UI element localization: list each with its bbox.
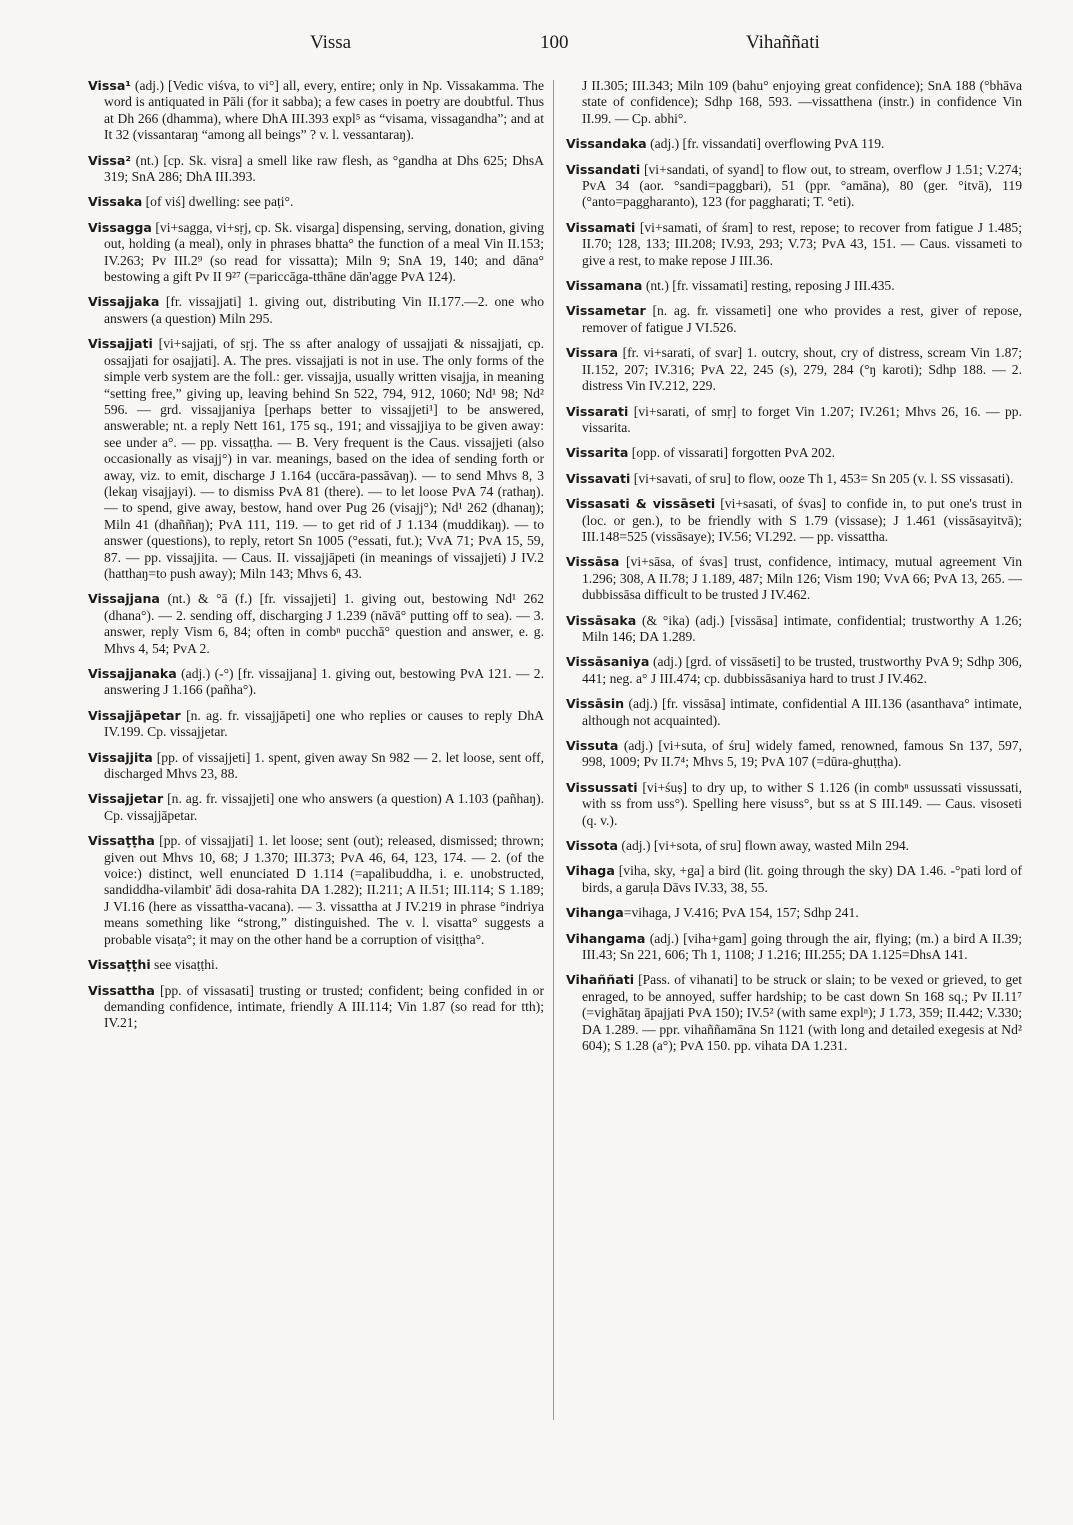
dictionary-entry [566, 445, 1022, 461]
dictionary-entry [566, 780, 1022, 829]
entry-text: =vihaga, J V.416; PvA 154, 157; Sdhp 241. [623, 905, 859, 921]
header-left-word: Vissa [310, 32, 352, 53]
dictionary-entry [566, 738, 1022, 771]
entry-headword: Vissametar [566, 303, 646, 319]
dictionary-entry [566, 613, 1022, 646]
entry-text: (nt.) & °ā (f.) [fr. vissajjeti] 1. giving out, bestowing Nd¹ 262 (dhana°). — 2. sending off, discharging J 1.239 (nāvā° putting off to sea). — 3. answer, reply Vism 6, 84; often in combⁿ pucchā° question and answer, e. g. Mhvs 4, 54; PvA 2. [104, 591, 544, 656]
entry-headword: Vihaññati [566, 972, 635, 988]
dictionary-entry [88, 666, 544, 699]
dictionary-entry [566, 863, 1022, 896]
dictionary-entry [88, 708, 544, 741]
entry-text: [n. ag. fr. vissameti] one who provides a rest, giver of repose, remover of fatigue J VI.526. [582, 303, 1022, 335]
dictionary-entry [566, 278, 1022, 294]
entry-text: (& °ika) (adj.) [vissāsa] intimate, confidential; trustworthy A 1.26; Miln 146; DA 1.289. [582, 612, 1022, 644]
entry-text: (adj.) [viha+gam] going through the air, flying; (m.) a bird A II.39; III.43; Sn 221, 606; Th 1, 1108; J 1.216; III.255; DA 1.125=DhsA 141. [582, 930, 1022, 963]
dictionary-entry [88, 78, 544, 144]
dictionary-entry [88, 153, 544, 186]
entry-headword: Vissarati [566, 403, 629, 419]
entry-text: [vi+savati, of sru] to flow, ooze Th 1, 453= Sn 205 (v. l. SS vissasati). [630, 470, 1014, 486]
entry-text: [of viś] dwelling: see paṭi°. [142, 194, 294, 210]
entry-text: (nt.) [cp. Sk. visra] a smell like raw flesh, as °gandha at Dhs 625; DhsA 319; SnA 286; DhA III.393. [104, 152, 544, 185]
entry-headword: Vissattha [88, 982, 155, 998]
entry-headword: Vissara [566, 345, 619, 361]
entry-headword: Vissamati [566, 219, 636, 235]
entry-headword: Vissandaka [566, 136, 647, 152]
entry-headword: Vissajjaka [88, 294, 160, 310]
entry-text: [vi+sasati, of śvas] to confide in, to put one's trust in (loc. or gen.), to be friendly with S 1.79 (vissase); J 1.461 (vissāsayitvā); III.148=525 (vissāsaye); IV.56; VI.292. — pp. vissattha. [582, 496, 1022, 544]
dictionary-entry [88, 336, 544, 582]
entry-headword: Vissavati [566, 470, 631, 486]
dictionary-entry [566, 838, 1022, 854]
entry-text: [n. ag. fr. vissajjeti] one who answers (a question) A 1.103 (pañhaŋ). Cp. vissajjāpetar. [104, 791, 544, 823]
entry-headword: Vissāsaka [566, 612, 637, 628]
page-number: 100 [540, 32, 569, 53]
entry-headword: Vihanga [566, 905, 624, 921]
entry-headword: Vissa¹ [88, 78, 131, 93]
entry-headword: Vissāsin [566, 696, 625, 712]
dictionary-entry [566, 696, 1022, 729]
entry-headword: Vissaṭṭha [88, 833, 155, 849]
entry-text: see visaṭṭhi. [150, 957, 219, 973]
dictionary-entry [566, 931, 1022, 964]
entry-headword: Vissarita [566, 445, 629, 461]
entry-text: (adj.) [vi+suta, of śru] widely famed, renowned, famous Sn 137, 597, 998, 1009; Pv II.7⁴; Mhvs 5, 19; PvA 107 (=dūra-ghuṭṭha). [582, 738, 1022, 770]
dictionary-entry [88, 983, 544, 1032]
entry-headword: Vissamana [566, 278, 643, 294]
dictionary-entry [566, 972, 1022, 1054]
entry-text: (adj.) [grd. of vissāseti] to be trusted, trustworthy PvA 9; Sdhp 306, 441; neg. a° J III.474; cp. dubbissāsaniya hard to trust J IV.462. [582, 654, 1022, 686]
entry-text: [viha, sky, +ga] a bird (lit. going through the sky) DA 1.46. -°pati lord of birds, a garuḷa Dāvs IV.33, 38, 55. [582, 863, 1022, 895]
entry-headword: Vissandati [566, 161, 641, 177]
entry-headword: Vihaga [566, 863, 615, 879]
entry-text: J II.305; III.343; Miln 109 (bahu° enjoying great confidence); SnA 188 (°bhāva state of confidence); Sdhp 168, 593. —vissatthena (instr.) in confidence Vin II.99. — Cp. abhi°. [582, 78, 1022, 126]
dictionary-entry [566, 554, 1022, 603]
entry-text: [pp. of vissajjeti] 1. spent, given away Sn 982 — 2. let loose, sent off, discharged Mhvs 23, 88. [104, 749, 544, 782]
dictionary-entry [88, 591, 544, 657]
entry-headword: Vissajjāpetar [88, 707, 181, 723]
dictionary-entry [566, 905, 1022, 921]
entry-text: [vi+sandati, of syand] to flow out, to stream, overflow J 1.51; V.274; PvA 34 (aor. °sandi=paggbari), 51 (ppr. °amāna), 80 (ger. °itvā), 119 (°anto=paggharanto), 123 (for paggharati; T. °eti). [582, 161, 1022, 210]
entry-headword: Vissasati & vissāseti [566, 496, 716, 512]
entry-text: [vi+sagga, vi+sṛj, cp. Sk. visarga] dispensing, serving, donation, giving out, holding (a meal), only in phrases bhatta° the function of a meal Vin II.153; IV.263; Pv III.2⁹ (so read for vissatta); Miln 9; SnA 19, 140; and dāna° bestowing a gift Pv II 9²⁷ (=pariccāga-tthāne dān'agge PvA 124). [104, 219, 544, 285]
entry-headword: Vissussati [566, 779, 638, 795]
entry-text: [Pass. of vihanati] to be struck or slain; to be vexed or grieved, to get enraged, to be annoyed, suffer hardship; to be cast down Sn 168 sq.; Pv II.11⁷ (=vighātaŋ āpajjati PvA 150); IV.5² (with same explⁿ); J 1.73, 359; II.442; V.330; DA 1.289. — ppr. vihaññamāna Sn 1121 (with long and detailed exegesis at Nd² 604); S 1.28 (a°); PvA 150. pp. vihata DA 1.231. [582, 972, 1022, 1054]
entry-headword: Vissagga [88, 219, 152, 235]
entry-headword: Vissaka [88, 194, 143, 210]
entry-headword: Vissuta [566, 738, 619, 753]
entry-headword: Vissāsaniya [566, 654, 650, 670]
entry-text: (adj.) [Vedic viśva, to vi°] all, every, entire; only in Np. Vissakamma. The word is antiquated in Pāli (for it sabba); a few cases in poetry are doubtful. Thus at Dh 266 (dhamma), where DhA III.393 expl⁵ as “visama, vissagandha”; and at It 32 (vissantaraŋ “among all beings” ? v. l. vessantaraŋ). [104, 78, 544, 143]
right-column [566, 78, 1022, 1064]
entry-text: (adj.) [fr. vissandati] overflowing PvA 119. [646, 136, 885, 152]
entry-headword: Vissāsa [566, 554, 620, 570]
entry-headword: Vissajjati [88, 336, 153, 352]
entry-text: [pp. of vissasati] trusting or trusted; confident; being confided in or demanding confidence, intimate, friendly A III.114; Vin 1.87 (so read for tth); IV.21; [104, 982, 544, 1031]
entry-headword: Vissa² [88, 152, 131, 168]
dictionary-entry [88, 294, 544, 327]
entry-text: [vi+śuṣ] to dry up, to wither S 1.126 (in combⁿ ussussati vissussati, with ss from uss°). Spelling here visuss°, but ss at S III.149. — Caus. visoseti (q. v.). [582, 779, 1022, 828]
dictionary-entry [88, 833, 544, 948]
entry-text: (adj.) [vi+sota, of sru] flown away, wasted Miln 294. [618, 838, 910, 854]
entry-text: [opp. of vissarati] forgotten PvA 202. [628, 445, 836, 461]
entry-text: [vi+sāsa, of śvas] trust, confidence, intimacy, mutual agreement Vin 1.296; 308, A II.78; J 1.189, 487; Miln 126; Vism 190; VvA 66; PvA 13, 265. —dubbissāsa difficult to be trusted J IV.462. [582, 554, 1022, 603]
dictionary-entry [88, 957, 544, 973]
entry-text: (nt.) [fr. vissamati] resting, reposing J III.435. [642, 278, 895, 294]
entry-text: [n. ag. fr. vissajjāpeti] one who replies or causes to reply DhA IV.199. Cp. vissajjetar. [104, 707, 544, 740]
dictionary-entry [88, 220, 544, 286]
entry-text: [pp. of vissajjati] 1. let loose; sent (out); released, dismissed; thrown; given out Mhvs 10, 68; J 1.370; III.373; PvA 46, 64, 123, 174. — 2. (of the voice:) distinct, well enunciated D 1.114 (=apalibuddha, i. e. unobstructed, sandiddha-vilambit' ādi dosa-rahita DA 1.282); II.211; A II.51; III.114; S 1.189; J VI.16 (here as vissattha-vacana). — 3. vissattha at J IV.219 in phrase °indriya means something like “strong,” distinguished. The v. l. visatta° suggests a probable visaṭa°; it may on the other hand be a corruption of visiṭṭha°. [104, 833, 544, 947]
entry-headword: Vissota [566, 838, 619, 854]
dictionary-entry [566, 78, 1022, 127]
dictionary-entry [566, 471, 1022, 487]
entry-text: [fr. vi+sarati, of svar] 1. outcry, shout, cry of distress, scream Vin 1.87; II.152, 207; IV.316; PvA 22, 245 (s), 279, 284 (°ŋ karoti); Sdhp 188. — 2. distress Vin IV.212, 229. [582, 345, 1022, 394]
dictionary-entry [566, 654, 1022, 687]
entry-headword: Vissajjana [88, 591, 160, 607]
entry-text: [fr. vissajjati] 1. giving out, distributing Vin II.177.—2. one who answers (a question) Miln 295. [104, 294, 544, 326]
entry-text: [vi+samati, of śram] to rest, repose; to recover from fatigue J 1.485; II.70; 128, 133; III.208; IV.93, 293; V.73; PvA 43, 151. — Caus. vissameti to give a rest, to make repose J III.36. [582, 219, 1022, 268]
entry-text: (adj.) (-°) [fr. vissajjana] 1. giving out, bestowing PvA 121. — 2. answering J 1.166 (pañha°). [104, 666, 544, 698]
entry-text: [vi+sajjati, of sṛj. The ss after analogy of ussajjati & nissajjati, cp. ossajjati for osajjati]. A. The pres. vissajjati is not in use. The only forms of the simple verb system are the foll.: ger. vissajja, usually written visajja, in meaning “setting free,” giving up, leaving behind Sn 522, 794, 912, 1060; Nd¹ 98; Nd² 596. — grd. vissajjaniya [perhaps better to vissajjeti¹] to be answered, answerable; nt. a reply Nett 161, 175 sq., 191; and vissajjiya to be given away: see under a°. — pp. vissaṭṭha. — B. Very frequent is the Caus. vissajjeti (also occasionally as visajj°) in var. meanings, based on the idea of sending forth or away, viz. to emit, discharge J 1.164 (uccāra-passāvaŋ). — to send Mhvs 8, 3 (lekaŋ visajjayi). — to dismiss PvA 81 (there). — to let loose PvA 74 (rathaŋ). — to spend, give away, bestow, hand over Pug 26 (visajj°); Nd¹ 262 (dhanaŋ); Miln 41 (dhaññaŋ); PvA 111, 119. — to get rid of J 1.134 (muddikaŋ). — to answer (questions), to reply, retort Sn 1005 (°essati, fut.); VvA 71; PvA 15, 59, 87. — pp. vissajjita. — Caus. II. vissajjāpeti (in meanings of vissajjeti) J IV.2 (hatthaŋ=to push away); Miln 143; Mhvs 6, 43. [104, 336, 544, 581]
column-divider [553, 80, 554, 1420]
dictionary-entry [88, 194, 544, 210]
dictionary-entry [566, 404, 1022, 437]
dictionary-entry [566, 303, 1022, 336]
entry-headword: Vihangama [566, 930, 646, 946]
left-column [88, 78, 544, 1041]
dictionary-entry [566, 220, 1022, 269]
dictionary-entry [566, 136, 1022, 152]
dictionary-entry [566, 496, 1022, 545]
entry-headword: Vissajjetar [88, 791, 164, 807]
dictionary-entry [88, 750, 544, 783]
dictionary-entry [88, 791, 544, 824]
header-right-word: Vihaññati [746, 32, 820, 53]
dictionary-entry [566, 162, 1022, 211]
entry-headword: Vissajjita [88, 749, 153, 765]
dictionary-entry [566, 345, 1022, 394]
entry-headword: Vissajjanaka [88, 666, 177, 681]
entry-text: [vi+sarati, of smṛ] to forget Vin 1.207; IV.261; Mhvs 26, 16. — pp. vissarita. [582, 403, 1022, 435]
entry-headword: Vissaṭṭhi [88, 957, 151, 973]
entry-text: (adj.) [fr. vissāsa] intimate, confidential A III.136 (asanthava° intimate, although not acquainted). [582, 696, 1022, 728]
page-header [80, 32, 1000, 60]
